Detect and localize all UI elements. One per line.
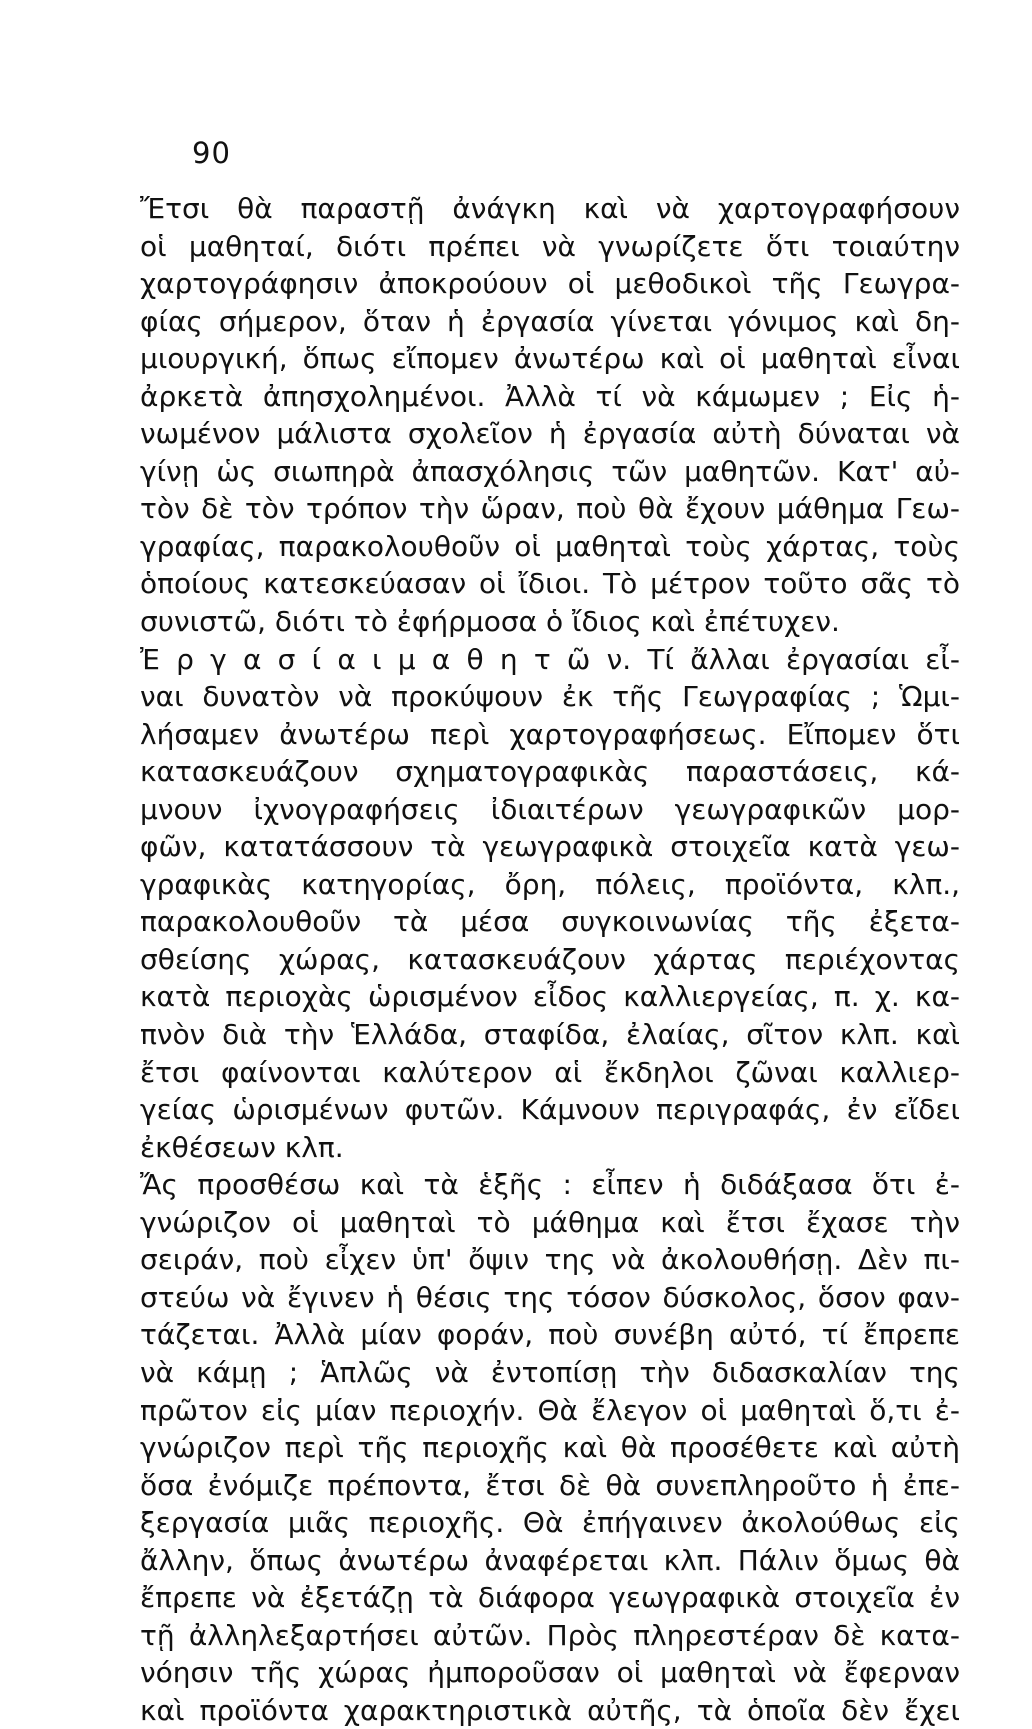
text-line: ἔτσι φαίνονται καλύτερον αἱ ἔκδηλοι ζῶναι καλλιερ- [140, 1055, 960, 1089]
text-line: ἔπρεπε νὰ ἐξετάζῃ τὰ διάφορα γεωγραφικὰ στοιχεῖα ἐν [140, 1581, 960, 1615]
text-line: ὁποίους κατεσκεύασαν οἱ ἴδιοι. Τὸ μέτρον τοῦτο σᾶς τὸ [140, 567, 960, 601]
text-line: γείας ὡρισμένων φυτῶν. Κάμνουν περιγραφάς, ἐν εἴδει [140, 1093, 960, 1127]
text-line: ἀρκετὰ ἀπησχολημένοι. Ἀλλὰ τί νὰ κάμωμεν ; Εἰς ἡ- [140, 379, 960, 413]
page-number: 90 [192, 136, 231, 170]
text-line: γίνῃ ὡς σιωπηρὰ ἀπασχόλησις τῶν μαθητῶν. Κατ' αὐ- [140, 454, 960, 488]
body-text [140, 190, 960, 1729]
text-line: νὰ κάμῃ ; Ἁπλῶς νὰ ἐντοπίσῃ τὴν διδασκαλίαν της [140, 1355, 960, 1389]
text-line: οἱ μαθηταί, διότι πρέπει νὰ γνωρίζετε ὅτι τοιαύτην [140, 229, 960, 263]
text-line: φίας σήμερον, ὅταν ἡ ἐργασία γίνεται γόνιμος καὶ δη- [140, 304, 960, 338]
text-line: χαρτογράφησιν ἀποκρούουν οἱ μεθοδικοὶ τῆς Γεωγρα- [140, 267, 960, 301]
text-line: Ἄς προσθέσω καὶ τὰ ἑξῆς : εἶπεν ἡ διδάξασα ὅτι ἐ- [140, 1168, 960, 1202]
text-line: συνιστῶ, διότι τὸ ἐφήρμοσα ὁ ἴδιος καὶ ἐπέτυχεν. [140, 605, 840, 639]
text-line: φῶν, κατατάσσουν τὰ γεωγραφικὰ στοιχεῖα κατὰ γεω- [140, 830, 960, 864]
text-line: ξεργασία μιᾶς περιοχῆς. Θὰ ἐπήγαινεν ἀκολούθως εἰς [140, 1506, 960, 1540]
text-line: μνουν ἰχνογραφήσεις ἰδιαιτέρων γεωγραφικῶν μορ- [140, 792, 960, 826]
text-line: γραφίας, παρακολουθοῦν οἱ μαθηταὶ τοὺς χάρτας, τοὺς [140, 529, 960, 563]
text-line: πρῶτον εἰς μίαν περιοχήν. Θὰ ἔλεγον οἱ μαθηταὶ ὅ,τι ἐ- [140, 1393, 960, 1427]
text-line: νωμένον μάλιστα σχολεῖον ἡ ἐργασία αὐτὴ δύναται νὰ [140, 417, 960, 451]
text-line: καὶ προϊόντα χαρακτηριστικὰ αὐτῆς, τὰ ὁποῖα δὲν ἔχει [140, 1693, 960, 1727]
section-heading-line: Ἐ ρ γ α σ ί α ι μ α θ η τ ῶ ν. Τί ἄλλαι ἐργασίαι εἶ- [140, 642, 960, 676]
text-line: τῇ ἀλληλεξαρτήσει αὐτῶν. Πρὸς πληρεστέραν δὲ κατα- [140, 1618, 960, 1652]
text-line: γνώριζον οἱ μαθηταὶ τὸ μάθημα καὶ ἔτσι ἔχασε τὴν [140, 1205, 960, 1239]
text-line: ὅσα ἐνόμιζε πρέποντα, ἔτσι δὲ θὰ συνεπληροῦτο ἡ ἐπε- [140, 1468, 960, 1502]
text-line: νόησιν τῆς χώρας ἠμποροῦσαν οἱ μαθηταὶ νὰ ἔφερναν [140, 1656, 960, 1690]
text-line: σειράν, ποὺ εἶχεν ὑπ' ὄψιν της νὰ ἀκολουθήσῃ. Δὲν πι- [140, 1243, 960, 1277]
text-line: γραφικὰς κατηγορίας, ὄρη, πόλεις, προϊόντα, κλπ., [140, 867, 960, 901]
text-line: παρακολουθοῦν τὰ μέσα συγκοινωνίας τῆς ἐξετα- [140, 905, 960, 939]
text-line: κατὰ περιοχὰς ὡρισμένον εἶδος καλλιεργείας, π. χ. κα- [140, 980, 960, 1014]
text-line: λήσαμεν ἀνωτέρω περὶ χαρτογραφήσεως. Εἴπομεν ὅτι [140, 717, 960, 751]
text-line: στεύω νὰ ἔγινεν ἡ θέσις της τόσον δύσκολος, ὅσον φαν- [140, 1280, 960, 1314]
text-line: Ἔτσι θὰ παραστῇ ἀνάγκη καὶ νὰ χαρτογραφήσουν [140, 192, 960, 225]
text-line: τάζεται. Ἀλλὰ μίαν φοράν, ποὺ συνέβη αὐτό, τί ἔπρεπε [140, 1318, 960, 1352]
text-line: πνὸν διὰ τὴν Ἑλλάδα, σταφίδα, ἐλαίας, σῖτον κλπ. καὶ [140, 1018, 960, 1052]
text-line: τὸν δὲ τὸν τρόπον τὴν ὥραν, ποὺ θὰ ἔχουν μάθημα Γεω- [140, 492, 960, 526]
text-line: ἐκθέσεων κλπ. [140, 1130, 344, 1164]
text-line: ἄλλην, ὅπως ἀνωτέρω ἀναφέρεται κλπ. Πάλιν ὅμως θὰ [140, 1543, 960, 1577]
text-line: μιουργική, ὅπως εἴπομεν ἀνωτέρω καὶ οἱ μαθηταὶ εἶναι [140, 342, 960, 376]
text-line: κατασκευάζουν σχηματογραφικὰς παραστάσεις, κά- [140, 755, 960, 789]
text-line: σθείσης χώρας, κατασκευάζουν χάρτας περιέχοντας [140, 942, 960, 976]
text-line: ναι δυνατὸν νὰ προκύψουν ἐκ τῆς Γεωγραφίας ; Ὡμι- [140, 680, 960, 714]
text-line: γνώριζον περὶ τῆς περιοχῆς καὶ θὰ προσέθετε καὶ αὐτὴ [140, 1431, 960, 1465]
